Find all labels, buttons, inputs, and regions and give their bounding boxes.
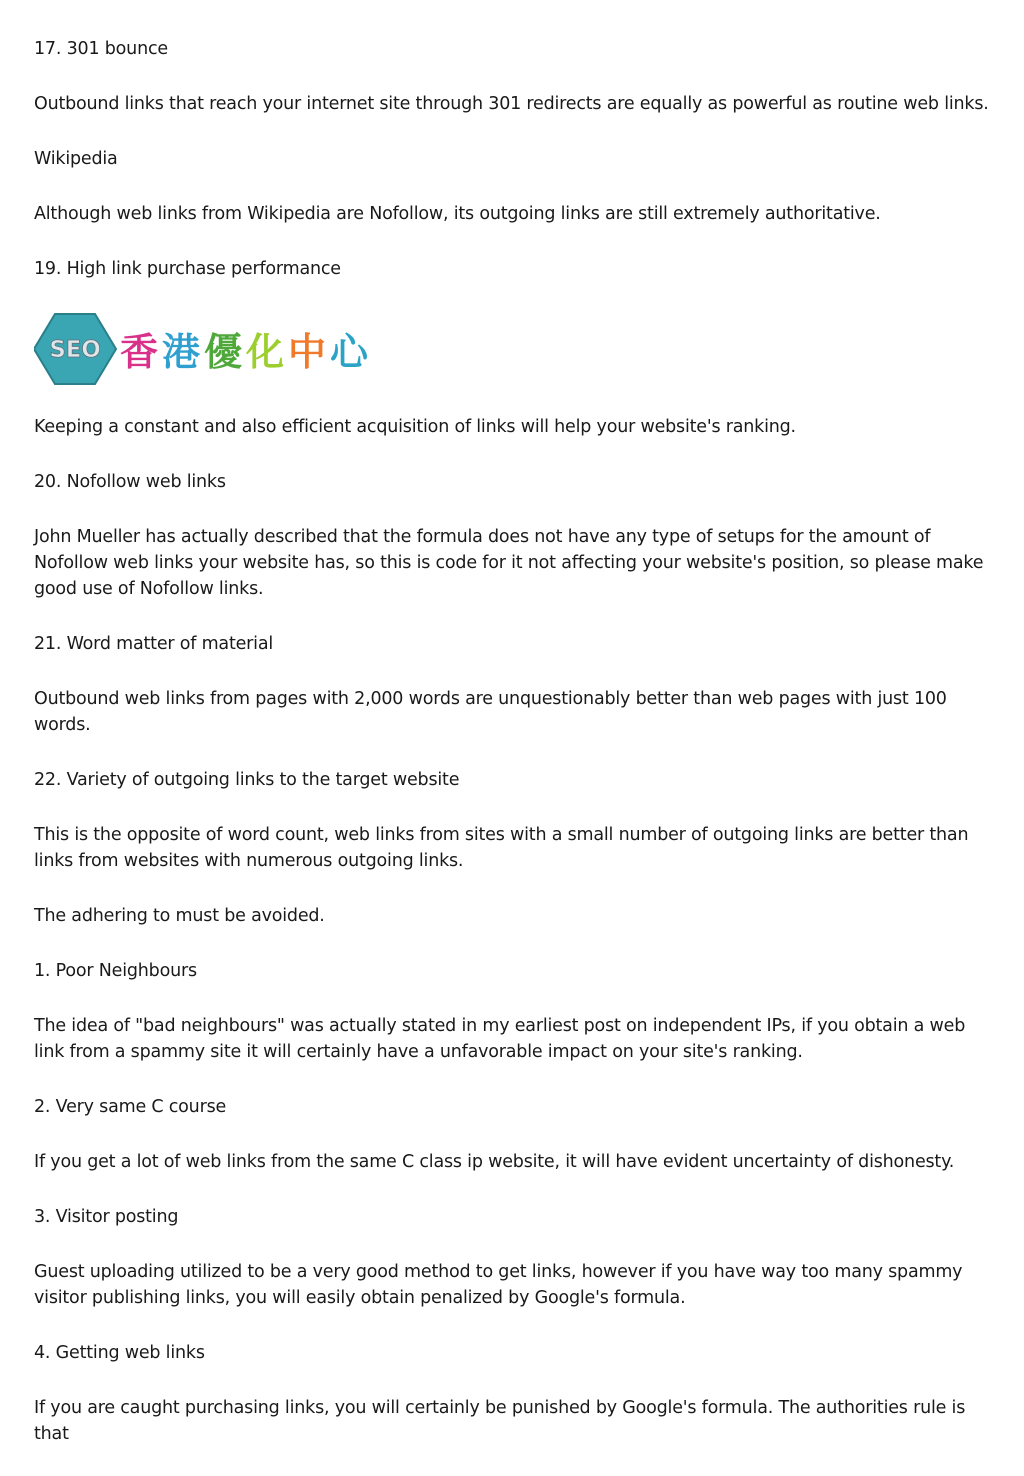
paragraph: Guest uploading utilized to be a very good method to get links, however if you have way too many spammy visitor publishing links, you will easily obtain penalized by Google's formula.	[34, 1262, 963, 1308]
paragraph: If you get a lot of web links from the same C class ip website, it will have evident uncertainty of dishonesty.	[34, 1152, 955, 1172]
paragraph: 3. Visitor posting	[34, 1207, 179, 1227]
document-body	[34, 36, 990, 1476]
logo-title-char: 化	[246, 330, 284, 374]
paragraph: 22. Variety of outgoing links to the target website	[34, 770, 460, 790]
logo-title-char: 港	[162, 330, 200, 374]
paragraph: The adhering to must be avoided.	[34, 906, 325, 926]
paragraph: Wikipedia	[34, 149, 118, 169]
paragraph: Keeping a constant and also efficient acquisition of links will help your website's ranking.	[34, 417, 796, 437]
logo-title-char: 香	[120, 330, 158, 374]
paragraph: This is the opposite of word count, web links from sites with a small number of outgoing links are better than links from websites with numerous outgoing links.	[34, 825, 969, 871]
logo-badge-text: SEO	[49, 337, 101, 363]
logo-title-char: 中	[288, 330, 326, 374]
logo-title-char: 心	[330, 330, 368, 374]
paragraph: 17. 301 bounce	[34, 39, 168, 59]
paragraph: If you are caught purchasing links, you will certainly be punished by Google's formula. The authorities rule is that	[34, 1398, 966, 1444]
paragraph: 2. Very same C course	[34, 1097, 227, 1117]
paragraph: 1. Poor Neighbours	[34, 961, 197, 981]
paragraph: 4. Getting web links	[34, 1343, 205, 1363]
paragraph: Outbound web links from pages with 2,000 words are unquestionably better than web pages with just 100 words.	[34, 689, 947, 735]
paragraph: Outbound links that reach your internet site through 301 redirects are equally as powerful as routine web links.	[34, 94, 989, 114]
paragraph: Although web links from Wikipedia are Nofollow, its outgoing links are still extremely authoritative.	[34, 204, 881, 224]
paragraph: The idea of "bad neighbours" was actually stated in my earliest post on independent IPs, if you obtain a web link from a spammy site it will certainly have a unfavorable impact on your site's ranking.	[34, 1016, 966, 1062]
paragraph: John Mueller has actually described that the formula does not have any type of setups for the amount of Nofollow web links your website has, so this is code for it not affecting your website's position, so please make good use of Nofollow links.	[34, 527, 984, 599]
paragraph: 20. Nofollow web links	[34, 472, 226, 492]
paragraph: 21. Word matter of material	[34, 634, 274, 654]
seo-logo-image	[34, 311, 378, 387]
logo-title-char: 優	[204, 330, 242, 374]
paragraph: 19. High link purchase performance	[34, 259, 341, 279]
